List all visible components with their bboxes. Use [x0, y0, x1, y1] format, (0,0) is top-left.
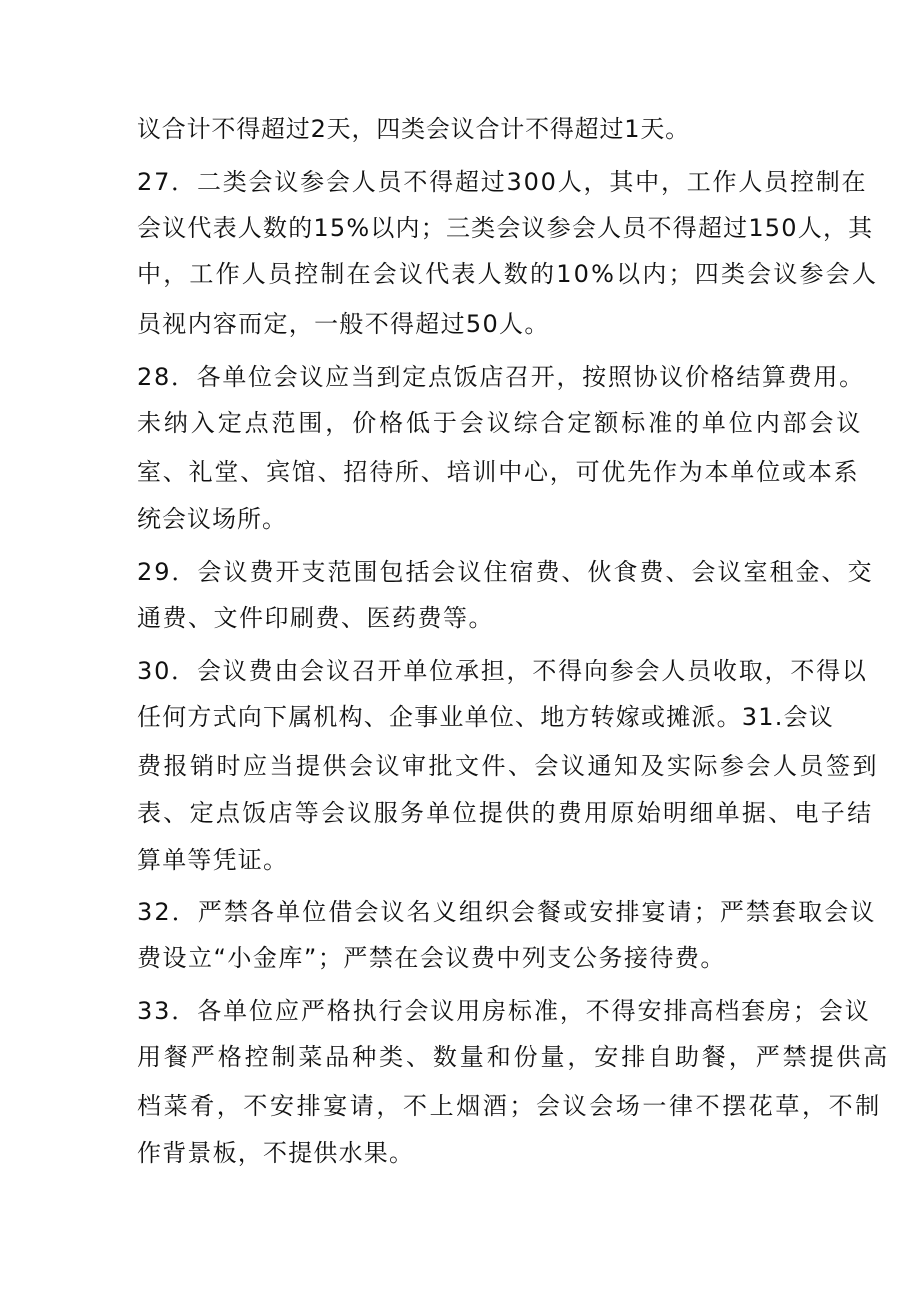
- text-line: 统会议场所。: [137, 505, 287, 533]
- text-line: 员视内容而定，一般不得超过50人。: [137, 310, 550, 338]
- text-line: 算单等凭证。: [137, 846, 289, 874]
- text-line: 用餐严格控制菜品种类、数量和份量，安排自助餐，严禁提供高: [137, 1043, 891, 1071]
- text-line: 会议代表人数的15%以内；三类会议参会人员不得超过150人，其: [137, 214, 874, 242]
- text-line: 表、定点饭店等会议服务单位提供的费用原始明细单据、电子结: [137, 799, 874, 827]
- text-line: 中，工作人员控制在会议代表人数的10%以内；四类会议参会人: [137, 260, 879, 288]
- text-line: 未纳入定点范围，价格低于会议综合定额标准的单位内部会议: [137, 409, 864, 437]
- text-line: 30．会议费由会议召开单位承担，不得向参会人员收取，不得以: [137, 657, 868, 685]
- text-line: 32．严禁各单位借会议名义组织会餐或安排宴请；严禁套取会议: [137, 898, 877, 926]
- text-line: 议合计不得超过2天，四类会议合计不得超过1天。: [137, 115, 690, 143]
- text-line: 任何方式向下属机构、企事业单位、地方转嫁或摊派。31.会议: [137, 703, 834, 731]
- text-line: 室、礼堂、宾馆、招待所、培训中心，可优先作为本单位或本系: [137, 458, 860, 486]
- text-line: 费设立“小金库”；严禁在会议费中列支公务接待费。: [137, 944, 726, 972]
- text-line: 作背景板，不提供水果。: [137, 1139, 415, 1167]
- text-line: 29．会议费开支范围包括会议住宿费、伙食费、会议室租金、交: [137, 558, 874, 586]
- text-line: 档菜肴，不安排宴请，不上烟酒；会议会场一律不摆花草，不制: [137, 1092, 882, 1120]
- text-line: 27．二类会议参会人员不得超过300人，其中，工作人员控制在: [137, 168, 868, 196]
- text-line: 28．各单位会议应当到定点饭店召开，按照协议价格结算费用。: [137, 363, 865, 391]
- text-line: 通费、文件印刷费、医药费等。: [137, 604, 494, 632]
- text-line: 33．各单位应严格执行会议用房标准，不得安排高档套房；会议: [137, 997, 871, 1025]
- text-line: 费报销时应当提供会议审批文件、会议通知及实际参会人员签到: [137, 752, 879, 780]
